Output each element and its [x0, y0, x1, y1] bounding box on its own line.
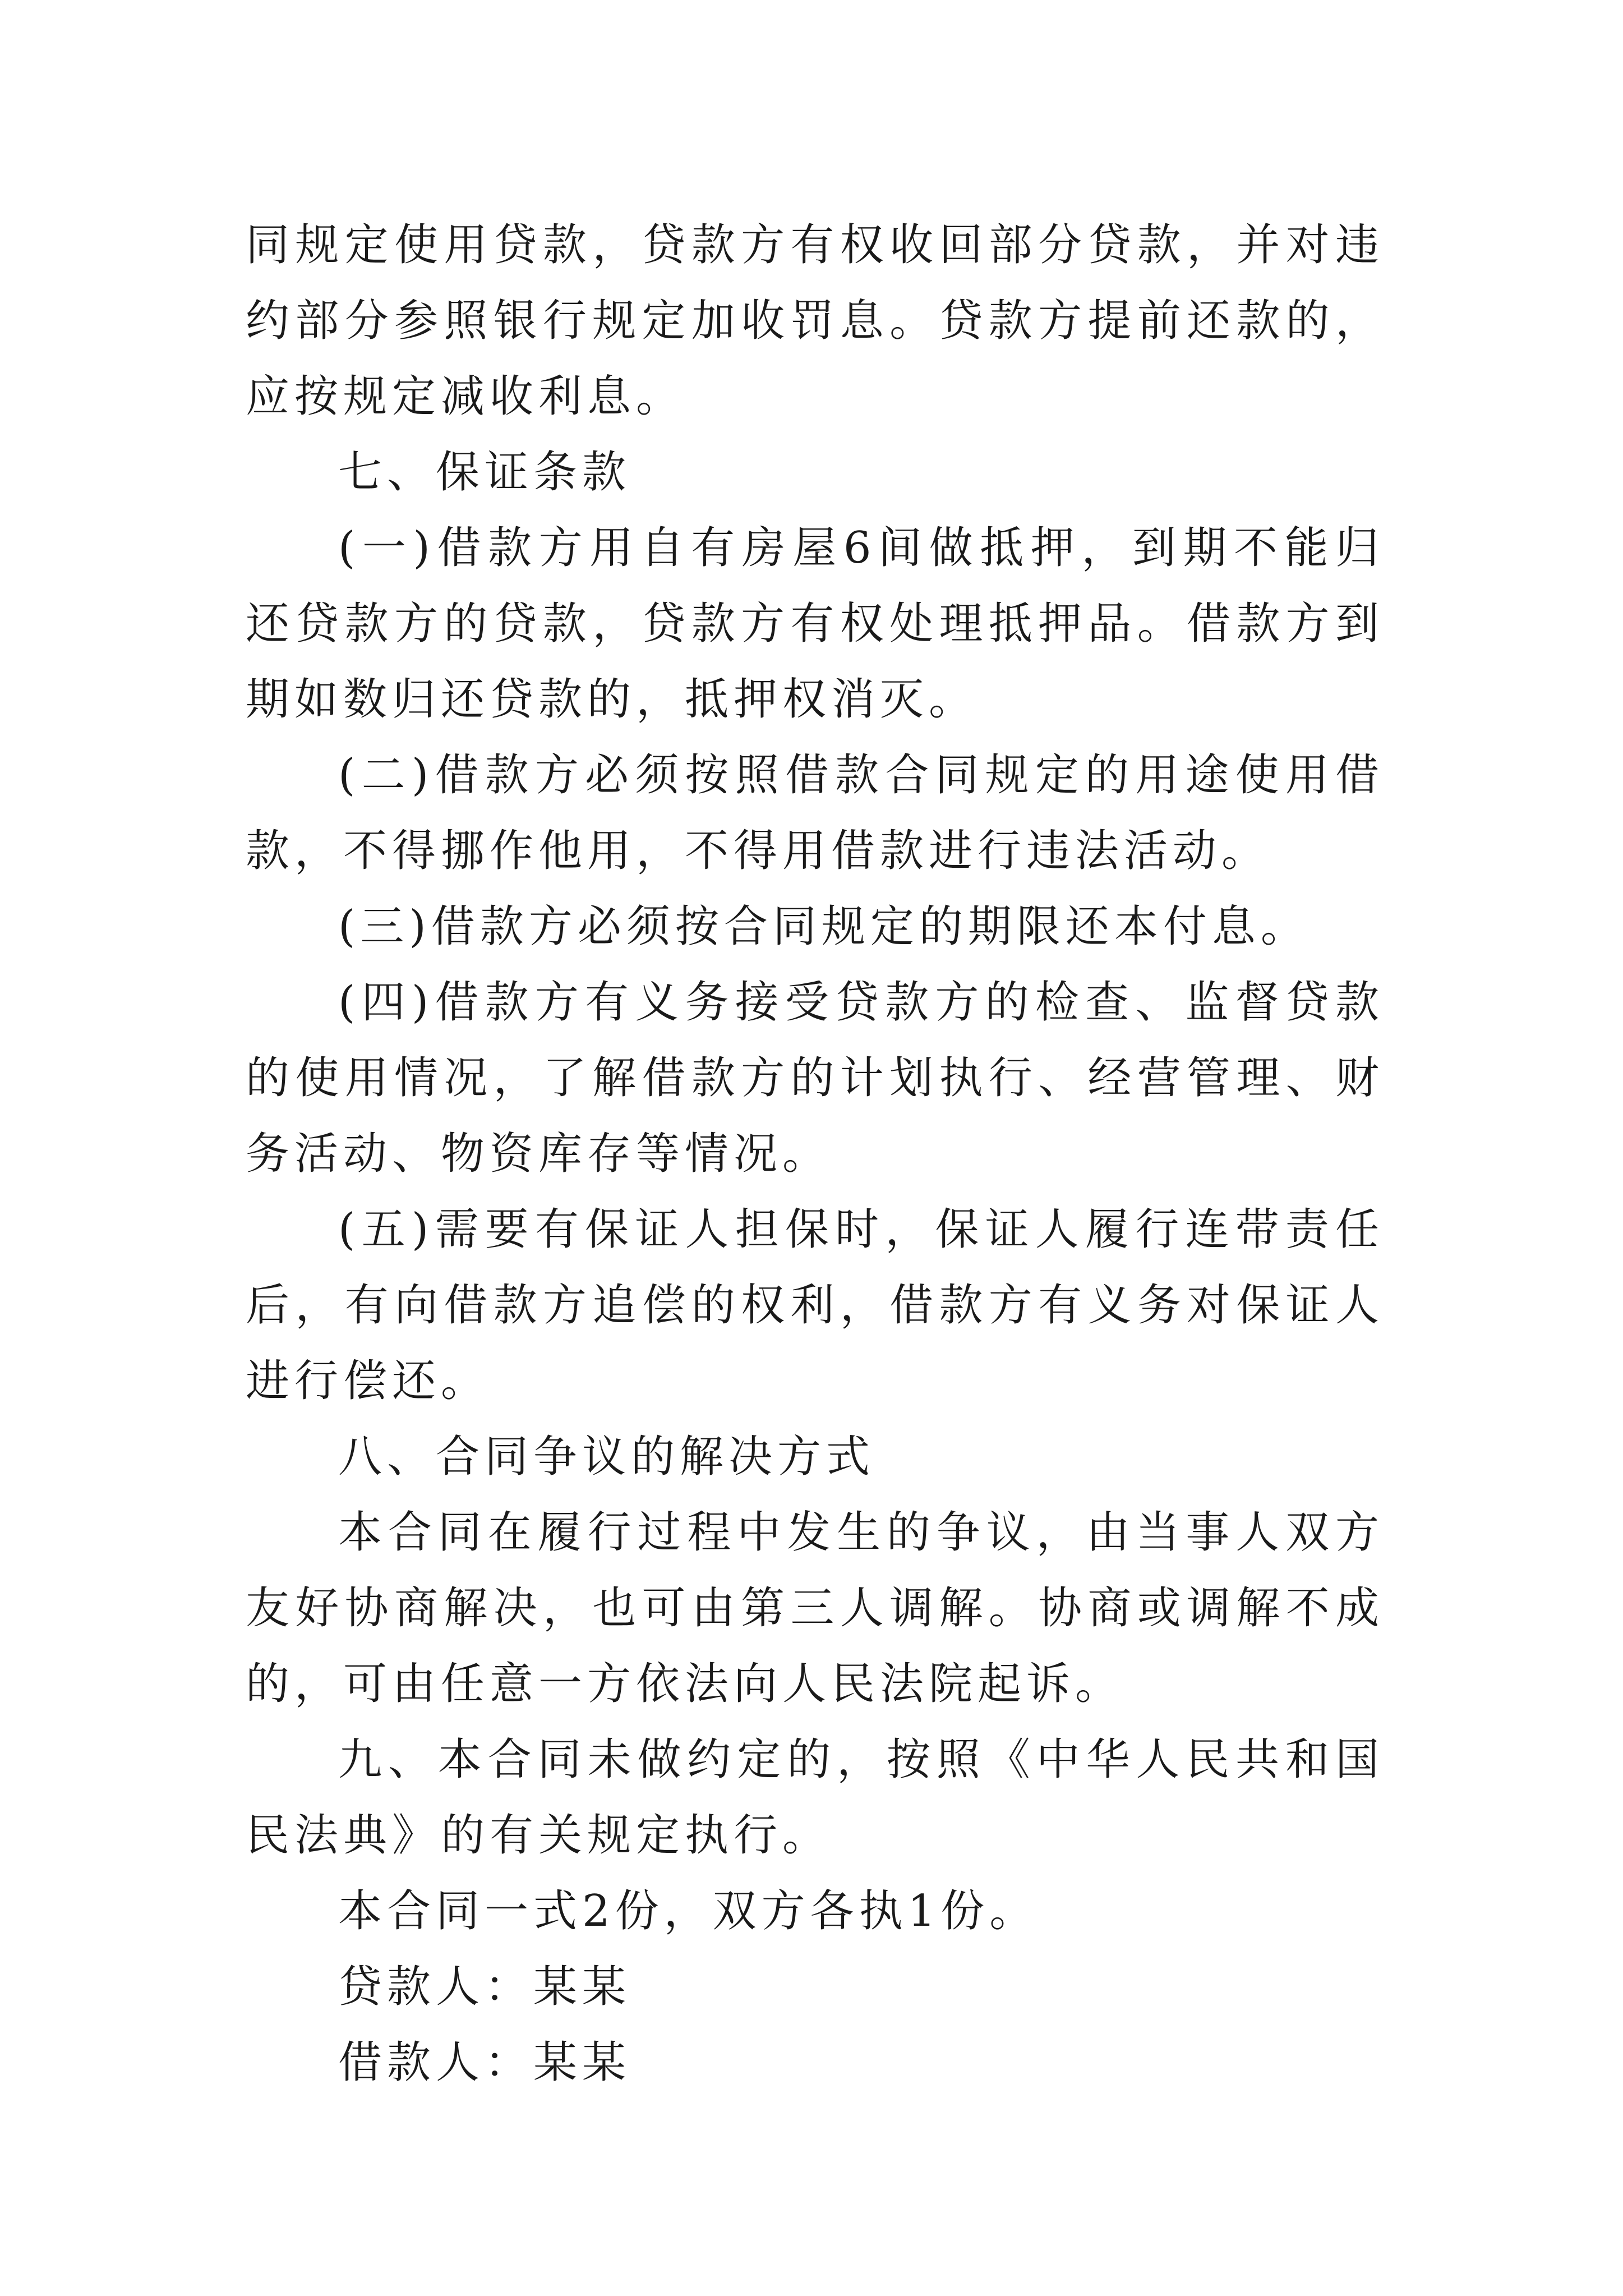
paragraph-civil-code: 九、本合同未做约定的，按照《中华人民共和国民法典》的有关规定执行。	[246, 1734, 1384, 1861]
signature-borrower: 借款人：某某	[338, 2037, 631, 2088]
paragraph-copies: 本合同一式2份，双方各执1份。	[338, 1886, 1039, 1936]
signature-lender: 贷款人：某某	[338, 1962, 631, 2012]
heading-guarantee-clause: 七、保证条款	[338, 447, 631, 498]
heading-dispute-resolution: 八、合同争议的解决方式	[338, 1432, 875, 1482]
document-body	[246, 208, 1384, 2101]
paragraph-dispute-resolution: 本合同在履行过程中发生的争议，由当事人双方友好协商解决，也可由第三人调解。协商或调解不成的，可由任意一方依法向人民法院起诉。	[246, 1507, 1384, 1709]
paragraph-clause-1-mortgage: (一)借款方用自有房屋6间做抵押，到期不能归还贷款方的贷款，贷款方有权处理抵押品。借款方到期如数归还贷款的，抵押权消灭。	[246, 523, 1384, 725]
paragraph-clause-5-guarantor: (五)需要有保证人担保时，保证人履行连带责任后，有向借款方追偿的权利，借款方有义务对保证人进行偿还。	[246, 1204, 1384, 1406]
paragraph-clause-4-inspection: (四)借款方有义务接受贷款方的检查、监督贷款的使用情况，了解借款方的计划执行、经营管理、财务活动、物资库存等情况。	[246, 977, 1384, 1179]
paragraph-clause-3-repayment: (三)借款方必须按合同规定的期限还本付息。	[338, 901, 1310, 952]
paragraph-overdue-penalty: 同规定使用贷款，贷款方有权收回部分贷款，并对违约部分参照银行规定加收罚息。贷款方提前还款的，应按规定减收利息。	[246, 220, 1384, 422]
paragraph-clause-2-usage: (二)借款方必须按照借款合同规定的用途使用借款，不得挪作他用，不得用借款进行违法活动。	[246, 750, 1384, 876]
